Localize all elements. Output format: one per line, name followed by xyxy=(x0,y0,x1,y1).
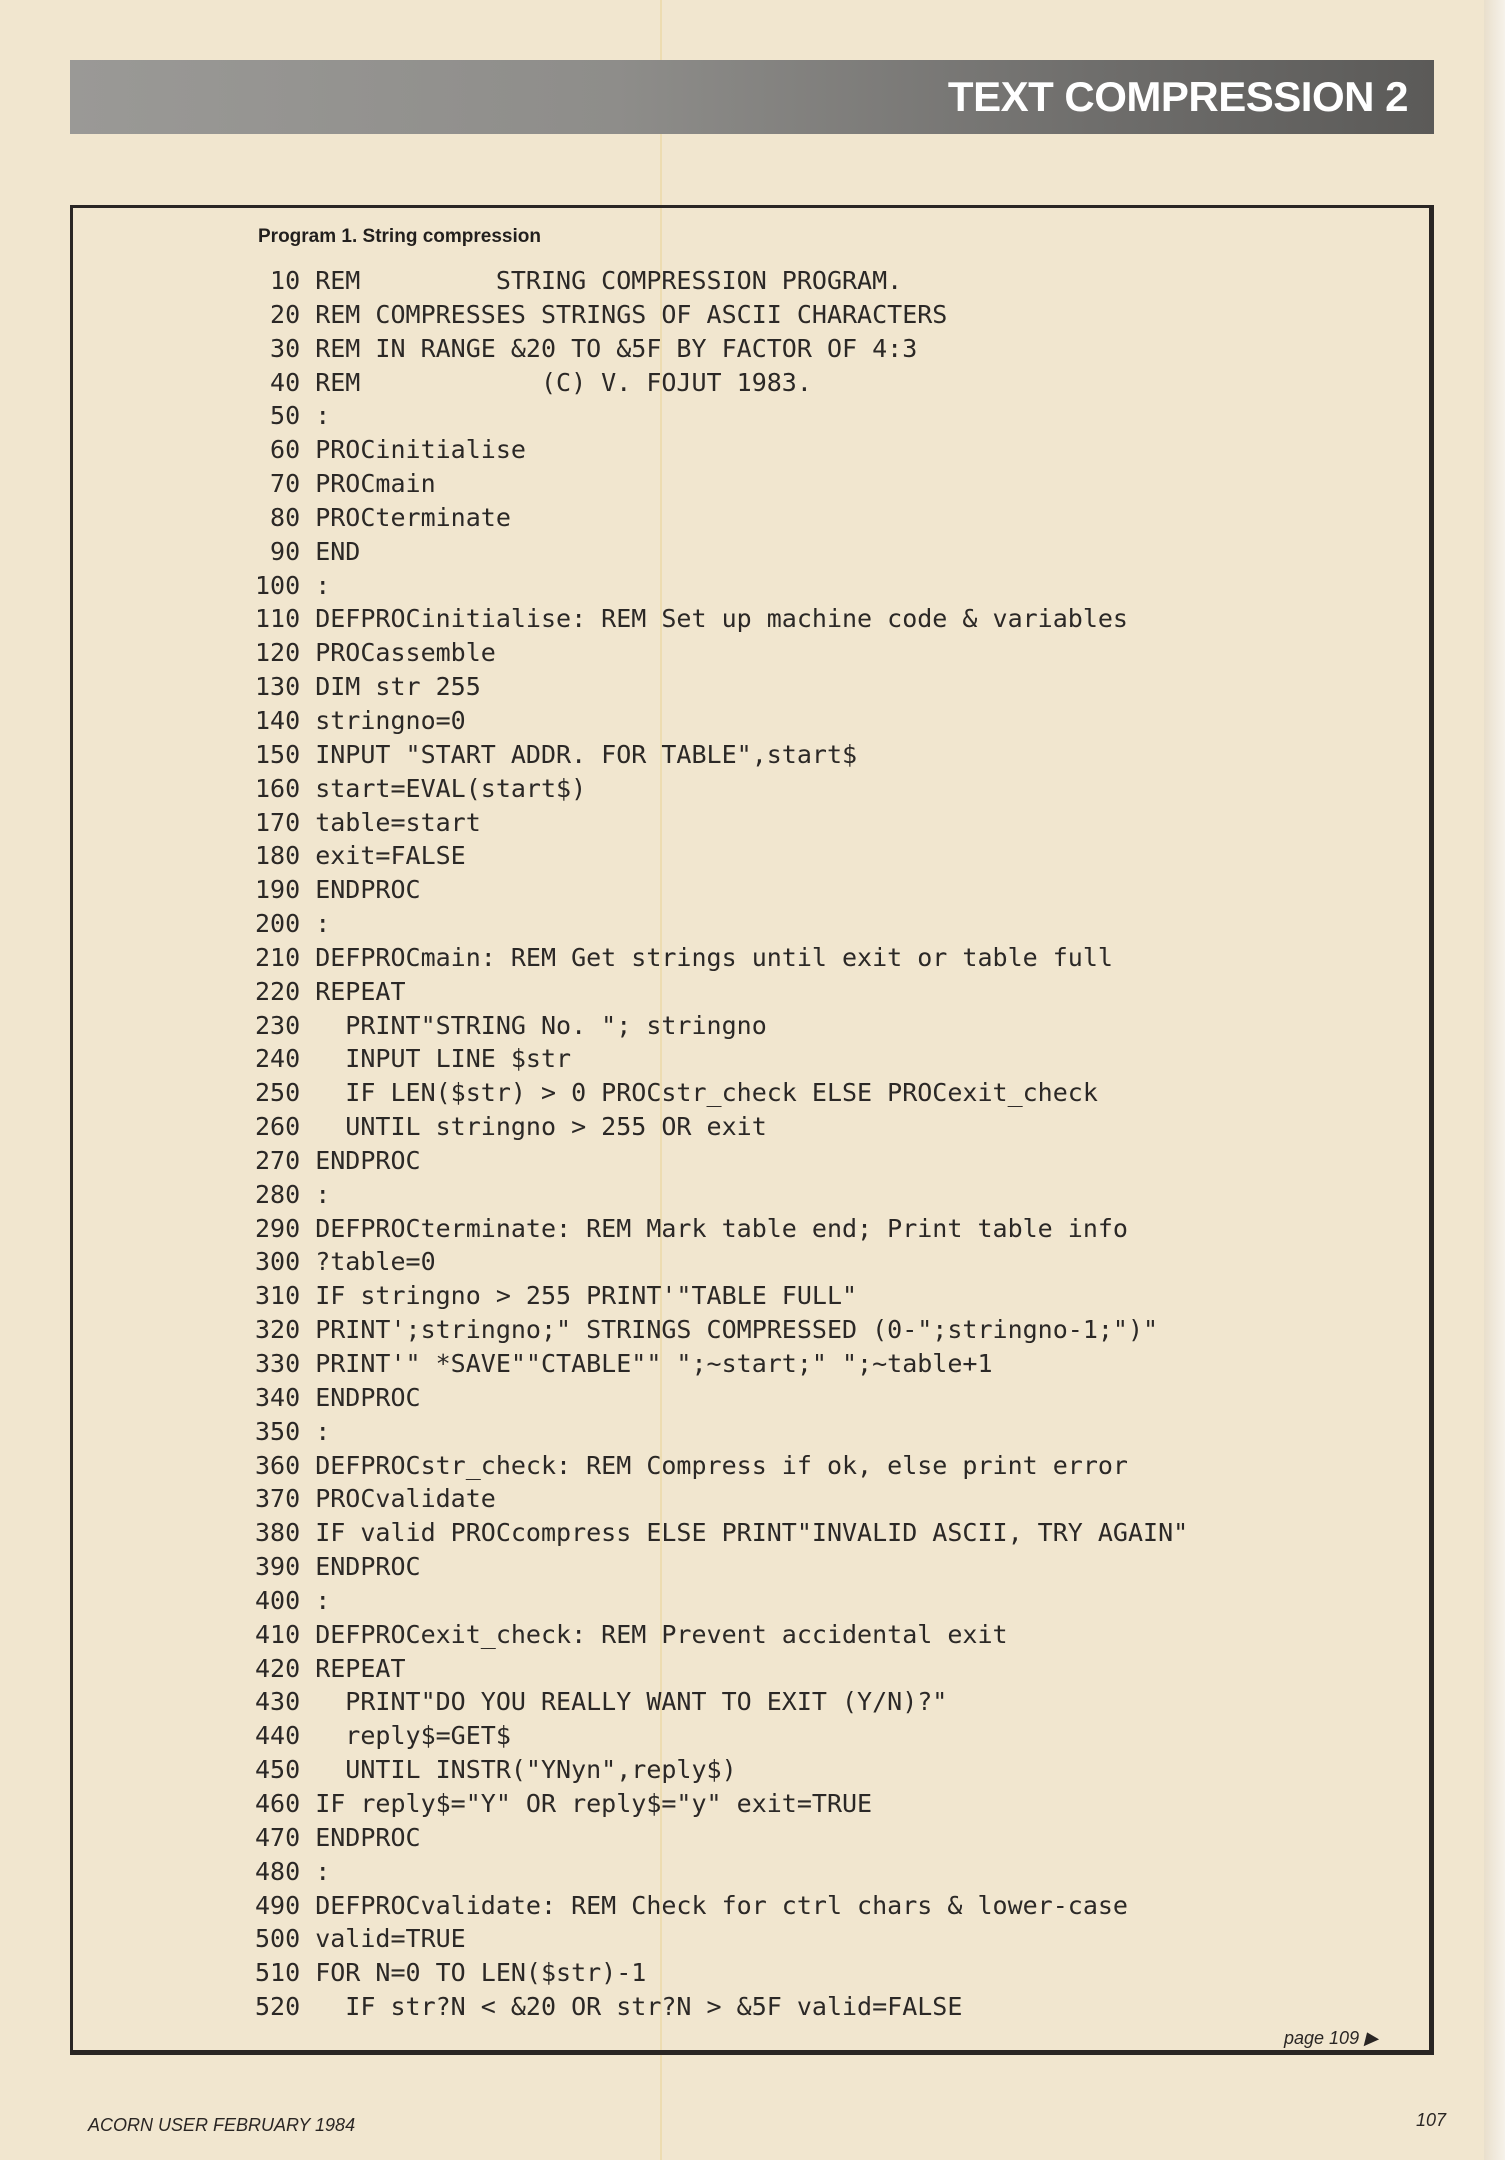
page-edge xyxy=(1484,0,1505,2160)
code-line: 330 PRINT'" *SAVE""CTABLE"" ";~start;" ";~table+1 xyxy=(255,1349,993,1378)
code-line: 520 IF str?N < &20 OR str?N > &5F valid=FALSE xyxy=(255,1992,963,2022)
code-line: 310 IF stringno > 255 PRINT'"TABLE FULL" xyxy=(255,1281,858,1311)
code-line: 20 REM COMPRESSES STRINGS OF ASCII CHARACTERS xyxy=(255,299,948,329)
code-line: 120 PROCassemble xyxy=(255,638,496,668)
code-line: 230 PRINT"STRING No. "; stringno xyxy=(255,1010,767,1040)
code-line: 210 DEFPROCmain: REM Get strings until exit or table full xyxy=(255,942,1113,972)
code-line: 470 ENDPROC xyxy=(255,1822,421,1852)
code-line: 140 stringno=0 xyxy=(255,705,466,735)
code-line: 70 PROCmain xyxy=(255,469,436,499)
code-line: 390 ENDPROC xyxy=(255,1552,421,1582)
code-line: 320 PRINT';stringno;" STRINGS COMPRESSED (0-";stringno-1;")" xyxy=(255,1315,1159,1345)
code-line: 100 : xyxy=(255,570,331,600)
code-line: 420 REPEAT xyxy=(255,1653,406,1683)
code-line: 270 ENDPROC xyxy=(255,1145,421,1175)
code-line: 130 DIM str 255 xyxy=(255,672,481,702)
code-line: 280 : xyxy=(255,1179,331,1209)
code-line: 60 PROCinitialise xyxy=(255,435,526,465)
continued-page-reference: page 109 ▶ xyxy=(1284,2028,1378,2048)
code-line: 40 REM (C) V. FOJUT 1983. xyxy=(255,367,812,397)
code-line: 170 table=start xyxy=(255,807,481,837)
code-line: 370 PROCvalidate xyxy=(255,1484,496,1514)
code-line: 490 DEFPROCvalidate: REM Check for ctrl chars & lower-case xyxy=(255,1890,1128,1920)
code-line: 480 : xyxy=(255,1856,331,1886)
code-line: 190 ENDPROC xyxy=(255,875,421,905)
code-line: 450 UNTIL INSTR("YNyn",reply$) xyxy=(255,1755,737,1785)
code-line: 290 DEFPROCterminate: REM Mark table end; Print table info xyxy=(255,1213,1128,1243)
code-line: 400 : xyxy=(255,1585,331,1615)
section-header-bar xyxy=(70,60,1434,134)
section-title: TEXT COMPRESSION 2 xyxy=(947,73,1408,120)
code-line: 240 INPUT LINE $str xyxy=(255,1044,572,1074)
code-line: 180 exit=FALSE xyxy=(255,841,466,871)
code-line: 110 DEFPROCinitialise: REM Set up machine code & variables xyxy=(255,604,1128,634)
code-line: 150 INPUT "START ADDR. FOR TABLE",start$ xyxy=(255,739,858,769)
code-line: 300 ?table=0 xyxy=(255,1247,436,1277)
code-line: 50 : xyxy=(255,401,331,431)
code-line: 500 valid=TRUE xyxy=(255,1924,466,1954)
code-line: 340 ENDPROC xyxy=(255,1382,421,1412)
code-listing xyxy=(255,264,1415,2024)
code-line: 460 IF reply$="Y" OR reply$="y" exit=TRUE xyxy=(255,1788,873,1818)
code-line: 510 FOR N=0 TO LEN($str)-1 xyxy=(255,1958,647,1988)
code-line: 250 IF LEN($str) > 0 PROCstr_check ELSE PROCexit_check xyxy=(255,1078,1098,1108)
code-line: 220 REPEAT xyxy=(255,976,406,1006)
code-line: 360 DEFPROCstr_check: REM Compress if ok, else print error xyxy=(255,1450,1128,1480)
page-number: 107 xyxy=(1416,2110,1447,2130)
publication-footer: ACORN USER FEBRUARY 1984 xyxy=(88,2115,356,2135)
code-line: 410 DEFPROCexit_check: REM Prevent accidental exit xyxy=(255,1619,1008,1649)
code-line: 30 REM IN RANGE &20 TO &5F BY FACTOR OF 4:3 xyxy=(255,333,918,363)
code-line: 160 start=EVAL(start$) xyxy=(255,773,587,803)
code-line: 90 END xyxy=(255,536,361,566)
code-line: 10 REM STRING COMPRESSION PROGRAM. xyxy=(255,266,903,295)
code-line: 430 PRINT"DO YOU REALLY WANT TO EXIT (Y/N)?" xyxy=(255,1687,948,1717)
code-line: 80 PROCterminate xyxy=(255,502,511,532)
code-line: 380 IF valid PROCcompress ELSE PRINT"INVALID ASCII, TRY AGAIN" xyxy=(255,1518,1189,1548)
code-line: 260 UNTIL stringno > 255 OR exit xyxy=(255,1112,767,1142)
code-line: 350 : xyxy=(255,1416,331,1446)
code-line: 440 reply$=GET$ xyxy=(255,1721,511,1751)
program-caption: Program 1. String compression xyxy=(258,226,541,247)
code-line: 200 : xyxy=(255,909,331,939)
